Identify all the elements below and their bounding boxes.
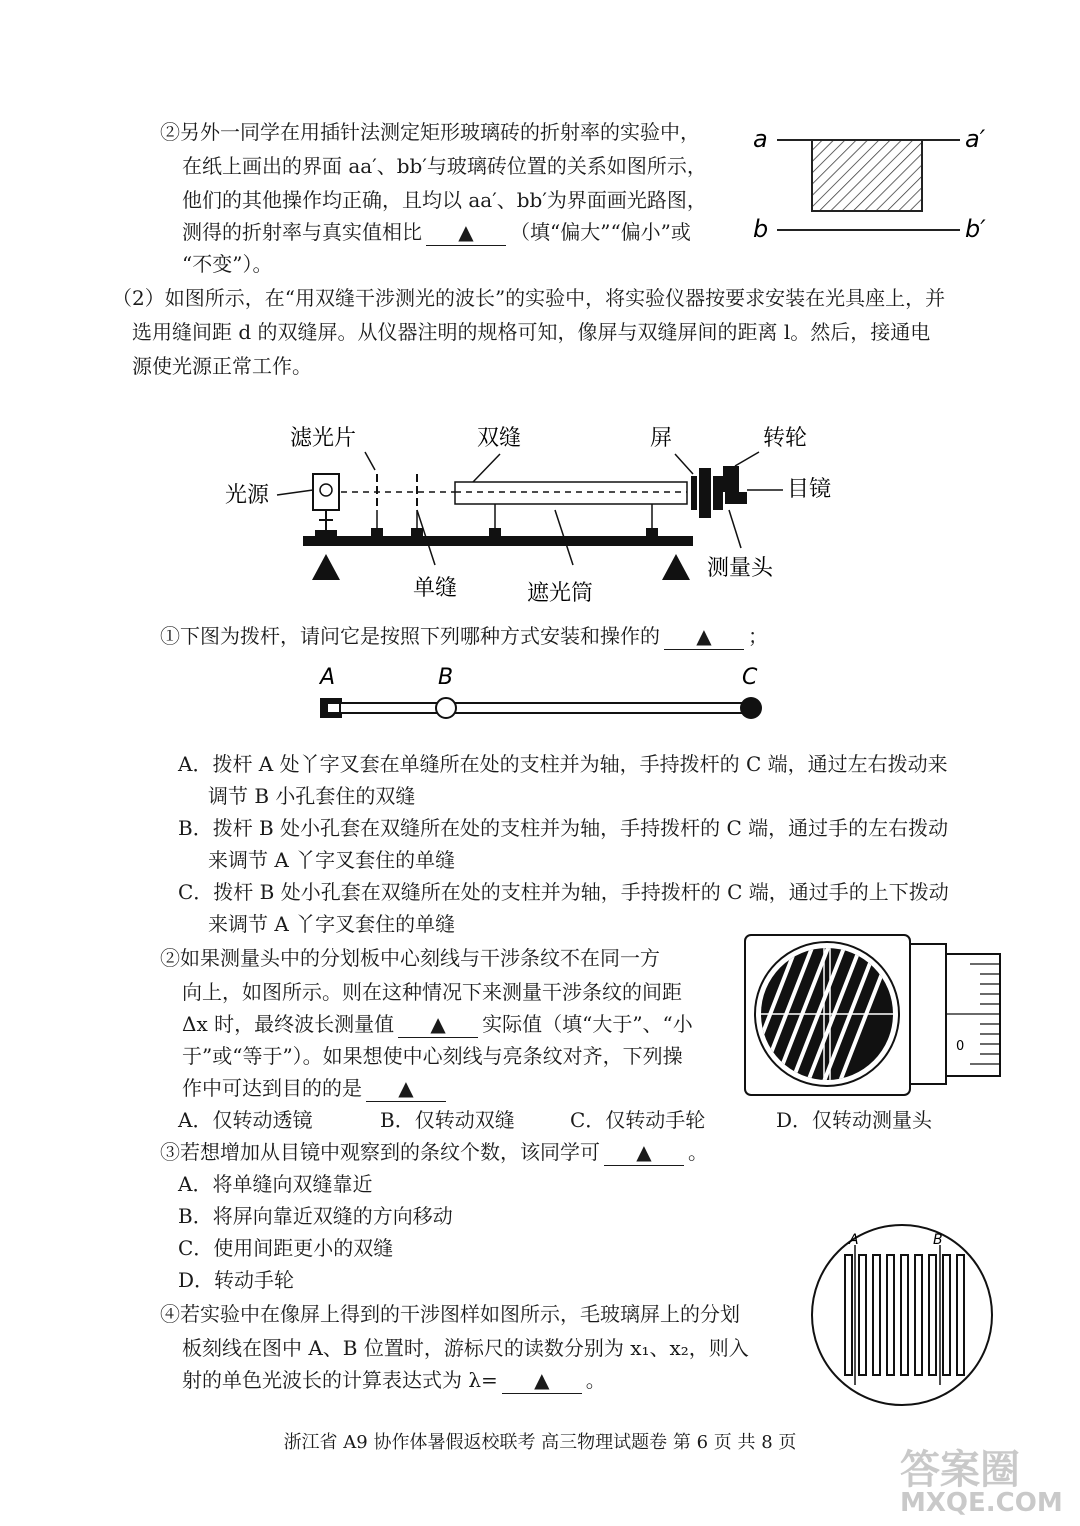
sub1-stem: ①下图为拨杆，请问它是按照下列哪种方式安装和操作的 [160, 624, 660, 648]
sub2-line-2: 向上，如图所示。则在这种情况下来测量干涉条纹的间距 [182, 980, 682, 1004]
sub1-option-a-1: A．拨杆 A 处丫字叉套在单缝所在处的支柱并为轴，手持拨杆的 C 端，通过左右拨动来 [178, 752, 948, 776]
sub2-option-d: D．仅转动测量头 [776, 1108, 933, 1132]
q1-2-line-1: ②另外一同学在用插针法测定矩形玻璃砖的折射率的实验中， [160, 120, 700, 144]
rod-label-b: B [438, 665, 454, 690]
q1-2-line-5: “不变”）。 [182, 252, 273, 276]
light-shield-tube [455, 482, 687, 504]
label-light-source: 光源 [225, 483, 270, 508]
vernier-housing [910, 944, 946, 1084]
sub3-option-d: D．转动手轮 [178, 1268, 295, 1292]
sub4-line-3: 射的单色光波长的计算表达式为 λ= ▲ 。 [182, 1368, 606, 1392]
watermark-bottom: MXQE.COM [900, 1488, 1063, 1518]
lever-rod-figure [310, 660, 780, 730]
sub2-line-3: Δx 时，最终波长测量值 ▲ 实际值（填“大于”、“小 [182, 1012, 693, 1036]
answer-blank-sub4[interactable]: ▲ [502, 1367, 582, 1394]
answer-blank-refraction[interactable]: ▲ [426, 219, 506, 246]
label-measuring-head: 测量头 [707, 556, 774, 581]
answer-blank-sub2-compare[interactable]: ▲ [398, 1011, 478, 1038]
bench-foot-left [312, 554, 340, 580]
hole-b [436, 698, 456, 718]
handle-c [740, 697, 762, 719]
fork-end-a [320, 698, 342, 718]
light-source-box [313, 474, 339, 510]
label-b-prime: b′ [965, 215, 986, 243]
label-single-slit: 单缝 [413, 576, 458, 601]
sub2-option-b: B．仅转动双缝 [380, 1108, 515, 1132]
glass-brick [812, 140, 922, 211]
measuring-head-body [699, 468, 711, 518]
label-tube: 遮光筒 [527, 581, 594, 606]
sub4-line-1: ④若实验中在像屏上得到的干涉图样如图所示，毛玻璃屏上的分划 [160, 1302, 740, 1326]
screen-plate [691, 476, 697, 510]
label-screen: 屏 [650, 426, 673, 451]
sub3-stem-line: ③若想增加从目镜中观察到的条纹个数，该同学可 ▲ 。 [160, 1140, 708, 1164]
sub1-option-a-2: 调节 B 小孔套住的双缝 [208, 784, 416, 808]
pattern-label-a: A [849, 1232, 859, 1248]
eyepiece-tube [725, 492, 747, 504]
q1-2-line-4 [182, 216, 691, 248]
page-footer: 浙江省 A9 协作体暑假返校联考 高三物理试题卷 第 6 页 共 8 页 [283, 1432, 797, 1453]
q2-line-3: 源使光源正常工作。 [132, 354, 312, 378]
q2-line-2: 选用缝间距 d 的双缝屏。从仪器注明的规格可知，像屏与双缝屏间的距离 l。然后，接通电 [132, 320, 931, 344]
optical-bench [303, 536, 693, 546]
lever-rod [340, 703, 750, 713]
q2-line-1: （2）如图所示，在“用双缝干涉测光的波长”的实验中，将实验仪器按要求安装在光具座上，并 [112, 286, 946, 310]
answer-blank-sub3[interactable]: ▲ [604, 1139, 684, 1166]
rod-label-a: A [320, 665, 336, 690]
watermark-top: 答案圈 [900, 1447, 1020, 1493]
sub3-option-b: B．将屏向靠近双缝的方向移动 [178, 1204, 453, 1228]
sub2-line-5: 作中可达到目的的是 ▲ [182, 1072, 450, 1104]
sub1-option-c-2: 来调节 A 丫字叉套住的单缝 [208, 912, 456, 936]
label-eyepiece: 目镜 [787, 477, 832, 502]
scale-zero: 0 [956, 1039, 965, 1054]
vernier-drum [946, 954, 1000, 1076]
label-b: b [753, 215, 769, 243]
label-a-prime: a′ [965, 125, 986, 153]
label-wheel: 转轮 [763, 426, 808, 451]
sub2-line-4: 于”或“等于”）。如果想使中心刻线与亮条纹对齐，下列操 [182, 1044, 683, 1068]
label-double-slit: 双缝 [477, 426, 522, 451]
q1-2-text: 测得的折射率与真实值相比 [182, 220, 422, 244]
bench-foot-right [662, 554, 690, 580]
q1-2-line-2: 在纸上画出的界面 aa′、bb′与玻璃砖位置的关系如图所示， [182, 154, 707, 178]
double-slit-apparatus [215, 410, 855, 610]
label-filter: 滤光片 [290, 426, 357, 451]
sub1-stem-line: ①下图为拨杆，请问它是按照下列哪种方式安装和操作的 ▲ ； [160, 624, 768, 648]
q1-2-line-3: 他们的其他操作均正确，且均以 aa′、bb′为界面画光路图， [182, 188, 707, 212]
answer-blank-sub1[interactable]: ▲ [664, 623, 744, 650]
glass-brick-figure [745, 115, 1005, 250]
fringe-bars [845, 1255, 964, 1375]
answer-blank-sub2-operation[interactable]: ▲ [366, 1075, 446, 1102]
sub2-line-1: ②如果测量头中的分划板中心刻线与干涉条纹不在同一方 [160, 946, 660, 970]
sub1-option-c-1: C．拨杆 B 处小孔套在双缝所在处的支柱并为轴，手持拨杆的 C 端，通过手的上下拨动 [178, 880, 949, 904]
sub3-option-c: C．使用间距更小的双缝 [178, 1236, 394, 1260]
rod-label-c: C [742, 665, 758, 690]
sub1-option-b-1: B．拨杆 B 处小孔套在双缝所在处的支柱并为轴，手持拨杆的 C 端，通过手的左右拨动 [178, 816, 949, 840]
q1-2-choices: （填“偏大”“偏小”或 [510, 220, 691, 244]
sub2-option-a: A．仅转动透镜 [178, 1108, 313, 1132]
label-a: a [753, 125, 768, 153]
sub3-option-a: A．将单缝向双缝靠近 [178, 1172, 373, 1196]
wheel [723, 466, 739, 492]
sub4-line-2: 板刻线在图中 A、B 位置时，游标尺的读数分别为 x₁、x₂，则入 [182, 1336, 749, 1360]
interference-pattern-figure [805, 1220, 1001, 1410]
pattern-label-b: B [933, 1232, 943, 1248]
measuring-head-view [742, 932, 1004, 1098]
sub1-option-b-2: 来调节 A 丫字叉套住的单缝 [208, 848, 456, 872]
sub2-option-c: C．仅转动手轮 [570, 1108, 706, 1132]
